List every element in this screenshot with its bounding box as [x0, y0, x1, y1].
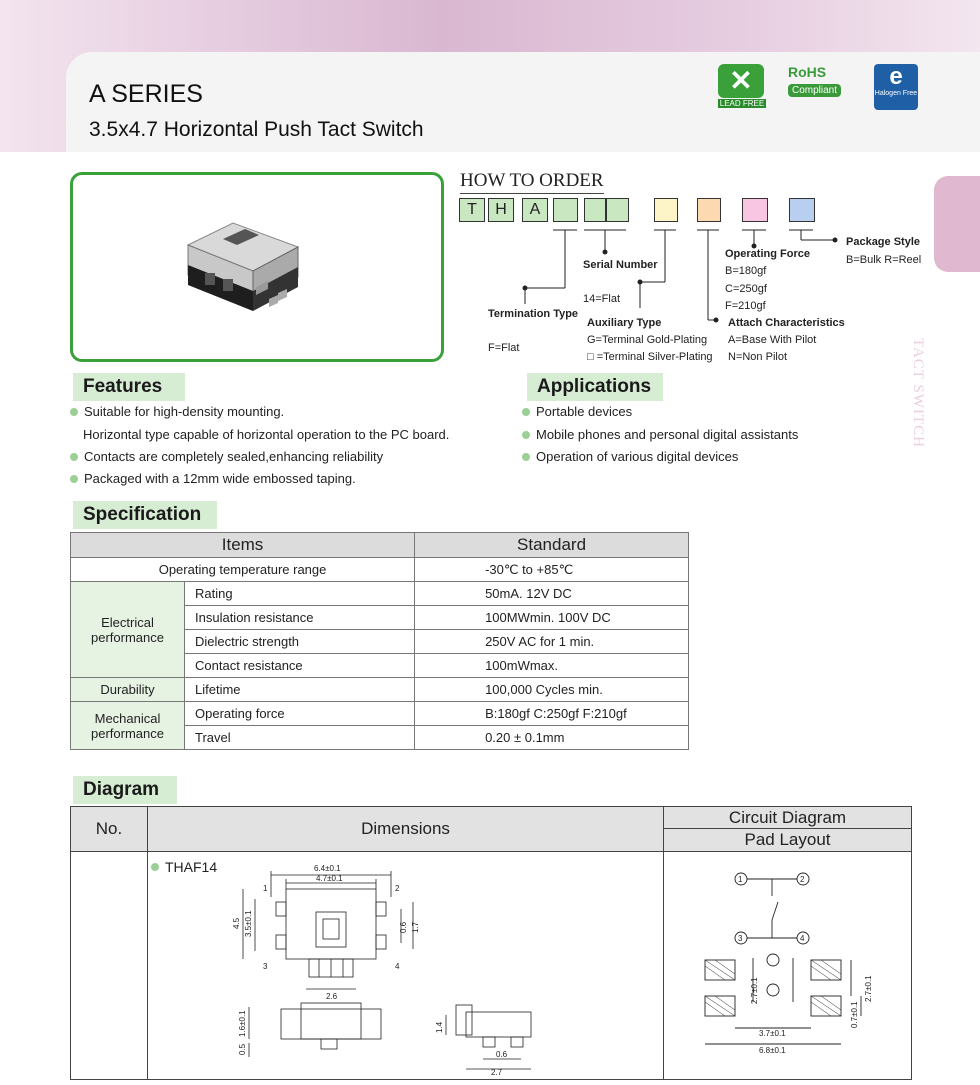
dim-label: 2.7	[491, 1068, 503, 1077]
code-box-package	[789, 198, 815, 222]
product-photo	[70, 172, 444, 362]
code-box-operating-force	[697, 198, 721, 222]
application-item: Mobile phones and personal digital assistants	[522, 427, 798, 442]
how-to-order-title: HOW TO ORDER	[460, 170, 604, 194]
pin-label: 4	[395, 962, 400, 971]
spec-item: Lifetime	[185, 678, 415, 702]
application-item: Operation of various digital devices	[522, 449, 738, 464]
bullet-icon	[70, 453, 78, 461]
pin-label: 2	[395, 884, 400, 893]
pin-label: 4	[800, 934, 805, 943]
dim-label: 1.7	[411, 921, 420, 933]
bullet-icon	[522, 431, 530, 439]
diagram-table	[70, 806, 912, 1080]
code-box-auxiliary	[654, 198, 678, 222]
auxiliary-option: G=Terminal Gold-Plating	[587, 334, 708, 346]
halogen-free-logo: e Halogen Free	[874, 64, 918, 112]
dim-label: 3.7±0.1	[759, 1029, 786, 1038]
no-header: No.	[71, 807, 148, 852]
auxiliary-type-label: Auxiliary Type	[587, 317, 662, 329]
bullet-icon	[151, 863, 159, 871]
dim-label: 1.6±0.1	[238, 1010, 247, 1037]
table-row	[71, 558, 689, 582]
dim-label: 2.6	[326, 992, 338, 1001]
spec-group: Electrical performance	[71, 582, 185, 678]
code-box-termination	[553, 198, 578, 222]
column-divider	[147, 852, 148, 1079]
dim-label: 3.5±0.1	[244, 910, 253, 937]
code-box-serial-1	[584, 198, 606, 222]
circuit-diagram-header: Circuit Diagram	[664, 807, 911, 829]
switch-image	[73, 175, 441, 359]
spec-value: B:180gf C:250gf F:210gf	[415, 702, 689, 726]
package-style-label: Package Style	[846, 236, 920, 248]
attach-option: N=Non Pilot	[728, 351, 788, 363]
spec-value: 50mA. 12V DC	[415, 582, 689, 606]
bullet-icon	[70, 408, 78, 416]
table-row	[71, 582, 689, 606]
code-box-serial-2	[606, 198, 629, 222]
rohs-logo: RoHS Compliant	[788, 64, 868, 112]
dim-label: 0.7±0.1	[850, 1001, 859, 1028]
spec-value: 100mWmax.	[415, 654, 689, 678]
side-label: TACT SWITCH	[910, 338, 926, 448]
spec-group: Mechanical performance	[71, 702, 185, 750]
feature-item: Horizontal type capable of horizontal operation to the PC board.	[83, 427, 450, 442]
dim-label: 0.5	[238, 1043, 247, 1055]
dim-label: 2.7±0.1	[864, 975, 873, 1002]
operating-force-option: C=250gf	[725, 283, 767, 295]
dimension-drawing	[221, 857, 581, 1077]
series-title: A SERIES	[89, 80, 203, 108]
table-row	[71, 678, 689, 702]
termination-type-value: F=Flat	[488, 342, 520, 354]
side-tab	[934, 176, 980, 272]
serial-number-value: 14=Flat	[583, 293, 620, 305]
features-title: Features	[73, 373, 185, 401]
code-box-a: A	[522, 198, 548, 222]
dim-label: 1.4	[435, 1021, 444, 1033]
spec-value: 0.20 ± 0.1mm	[415, 726, 689, 750]
application-item: Portable devices	[522, 404, 632, 419]
feature-item: Contacts are completely sealed,enhancing reliability	[70, 449, 383, 464]
model-label: THAF14	[151, 859, 217, 875]
bullet-icon	[522, 408, 530, 416]
operating-force-option: B=180gf	[725, 265, 767, 277]
spec-value: 100MWmin. 100V DC	[415, 606, 689, 630]
product-subtitle: 3.5x4.7 Horizontal Push Tact Switch	[89, 118, 424, 141]
operating-force-option: F=210gf	[725, 300, 766, 312]
spec-group: Durability	[71, 678, 185, 702]
code-box-h: H	[488, 198, 514, 222]
pin-label: 1	[738, 875, 743, 884]
dim-label: 6.8±0.1	[759, 1046, 786, 1055]
feature-item: Suitable for high-density mounting.	[70, 404, 284, 419]
table-header-row	[71, 533, 689, 558]
dim-label: 4.5	[232, 917, 241, 929]
specification-title: Specification	[73, 501, 217, 529]
feature-item: Packaged with a 12mm wide embossed taping.	[70, 471, 356, 486]
e-icon: e	[889, 63, 903, 90]
spec-item: Contact resistance	[185, 654, 415, 678]
spec-value: 250V AC for 1 min.	[415, 630, 689, 654]
pin-label: 3	[738, 934, 743, 943]
circuit-pad-drawing	[671, 862, 906, 1074]
spec-value: -30℃ to +85℃	[415, 558, 689, 582]
attach-characteristics-label: Attach Characteristics	[728, 317, 845, 329]
spec-item: Rating	[185, 582, 415, 606]
dim-label: 4.7±0.1	[316, 874, 343, 883]
specification-table	[70, 532, 689, 750]
code-box-attach	[742, 198, 768, 222]
spec-item: Dielectric strength	[185, 630, 415, 654]
dim-label: 2.7±0.1	[750, 977, 759, 1004]
lead-free-icon: ✕	[718, 64, 764, 98]
bullet-icon	[522, 453, 530, 461]
spec-item: Insulation resistance	[185, 606, 415, 630]
bullet-icon	[70, 475, 78, 483]
spec-item: Operating force	[185, 702, 415, 726]
attach-option: A=Base With Pilot	[728, 334, 817, 346]
table-row	[71, 702, 689, 726]
spec-item: Operating temperature range	[71, 558, 415, 582]
spec-value: 100,000 Cycles min.	[415, 678, 689, 702]
lead-free-logo: ✕ LEAD FREE	[719, 65, 765, 108]
pin-label: 3	[263, 962, 268, 971]
dim-label: 0.6	[496, 1050, 508, 1059]
pin-label: 1	[263, 884, 268, 893]
pad-layout-header: Pad Layout	[664, 829, 911, 852]
standard-header: Standard	[415, 533, 689, 558]
auxiliary-option: □ =Terminal Silver-Plating	[587, 351, 713, 363]
dim-label: 0.6	[399, 921, 408, 933]
diagram-title: Diagram	[73, 776, 177, 804]
pin-label: 2	[800, 875, 805, 884]
dim-label: 6.4±0.1	[314, 864, 341, 873]
column-divider	[663, 852, 664, 1079]
operating-force-label: Operating Force	[725, 248, 810, 260]
code-box-t: T	[459, 198, 485, 222]
dimensions-header: Dimensions	[148, 807, 664, 852]
applications-title: Applications	[527, 373, 663, 401]
package-style-value: B=Bulk R=Reel	[846, 254, 922, 266]
serial-number-label: Serial Number	[583, 259, 658, 271]
termination-type-label: Termination Type	[488, 308, 579, 320]
items-header: Items	[71, 533, 415, 558]
spec-item: Travel	[185, 726, 415, 750]
